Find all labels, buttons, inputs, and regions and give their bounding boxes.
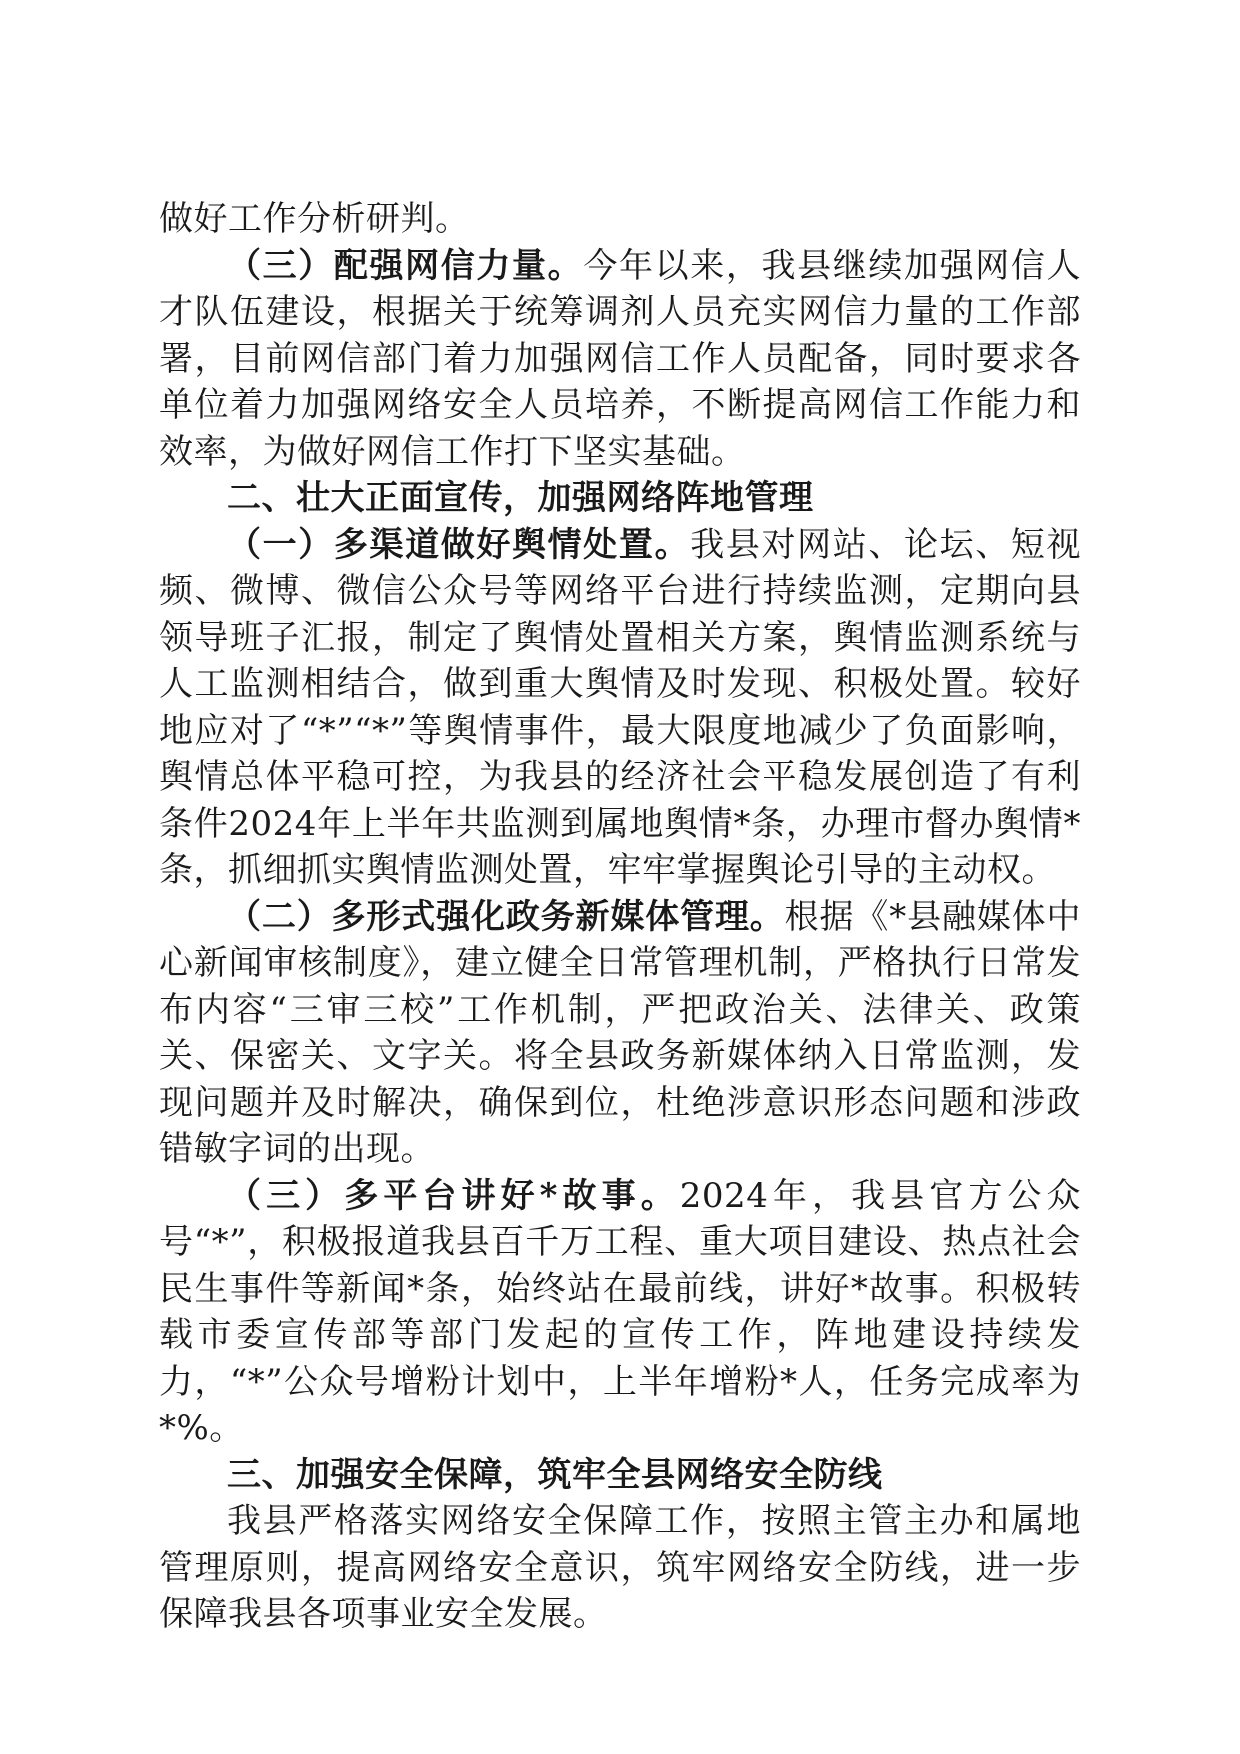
paragraph-staffing	[159, 243, 1081, 476]
paragraph-lead: （二）多形式强化政务新媒体管理。	[227, 896, 785, 937]
paragraph-text: 做好工作分析研判。	[159, 199, 470, 239]
section-heading-2: 二、壮大正面宣传，加强网络阵地管理	[227, 478, 814, 518]
paragraph-public-opinion	[159, 522, 1081, 894]
paragraph-lead: （三）多平台讲好*故事。	[227, 1175, 680, 1216]
paragraph-text: 我县严格落实网络安全保障工作，按照主管主办和属地管理原则，提高网络安全意识，筑牢网络安全防线，进一步保障我县各项事业安全发展。	[159, 1501, 1081, 1634]
paragraph-text: 今年以来，我县继续加强网信人才队伍建设，根据关于统筹调剂人员充实网信力量的工作部署，目前网信部门着力加强网信工作人员配备，同时要求各单位着力加强网络安全人员培养，不断提高网信工作能力和效率，为做好网信工作打下坚实基础。	[159, 245, 1082, 472]
document-body	[159, 196, 1081, 1638]
section-heading-3: 三、加强安全保障，筑牢全县网络安全防线	[227, 1454, 883, 1495]
paragraph-text: 2024年，我县官方公众号“*”，积极报道我县百千万工程、重大项目建设、热点社会民生事件等新闻*条，始终站在最前线，讲好*故事。积极转载市委宣传部等部门发起的宣传工作，阵地建设持续发力，“*”公众号增粉计划中，上半年增粉*人，任务完成率为*%。	[159, 1175, 1081, 1448]
paragraph-security	[159, 1498, 1081, 1638]
paragraph-continuation	[159, 196, 1081, 243]
paragraph-lead: （三）配强网信力量。	[227, 245, 584, 286]
paragraph-storytelling	[159, 1173, 1081, 1452]
paragraph-lead: （一）多渠道做好舆情处置。	[227, 524, 691, 565]
paragraph-new-media	[159, 894, 1081, 1173]
paragraph-text: 我县对网站、论坛、短视频、微博、微信公众号等网络平台进行持续监测，定期向县领导班子汇报，制定了舆情处置相关方案，舆情监测系统与人工监测相结合，做到重大舆情及时发现、积极处置。较好地应对了“*”“*”等舆情事件，最大限度地减少了负面影响，舆情总体平稳可控，为我县的经济社会平稳发展创造了有利条件2024年上半年共监测到属地舆情*条，办理市督办舆情*条，抓细抓实舆情监测处置，牢牢掌握舆论引导的主动权。	[159, 524, 1082, 890]
paragraph-text: 根据《*县融媒体中心新闻审核制度》，建立健全日常管理机制，严格执行日常发布内容“三审三校”工作机制，严把政治关、法律关、政策关、保密关、文字关。将全县政务新媒体纳入日常监测，发现问题并及时解决，确保到位，杜绝涉意识形态问题和涉政错敏字词的出现。	[159, 896, 1082, 1169]
